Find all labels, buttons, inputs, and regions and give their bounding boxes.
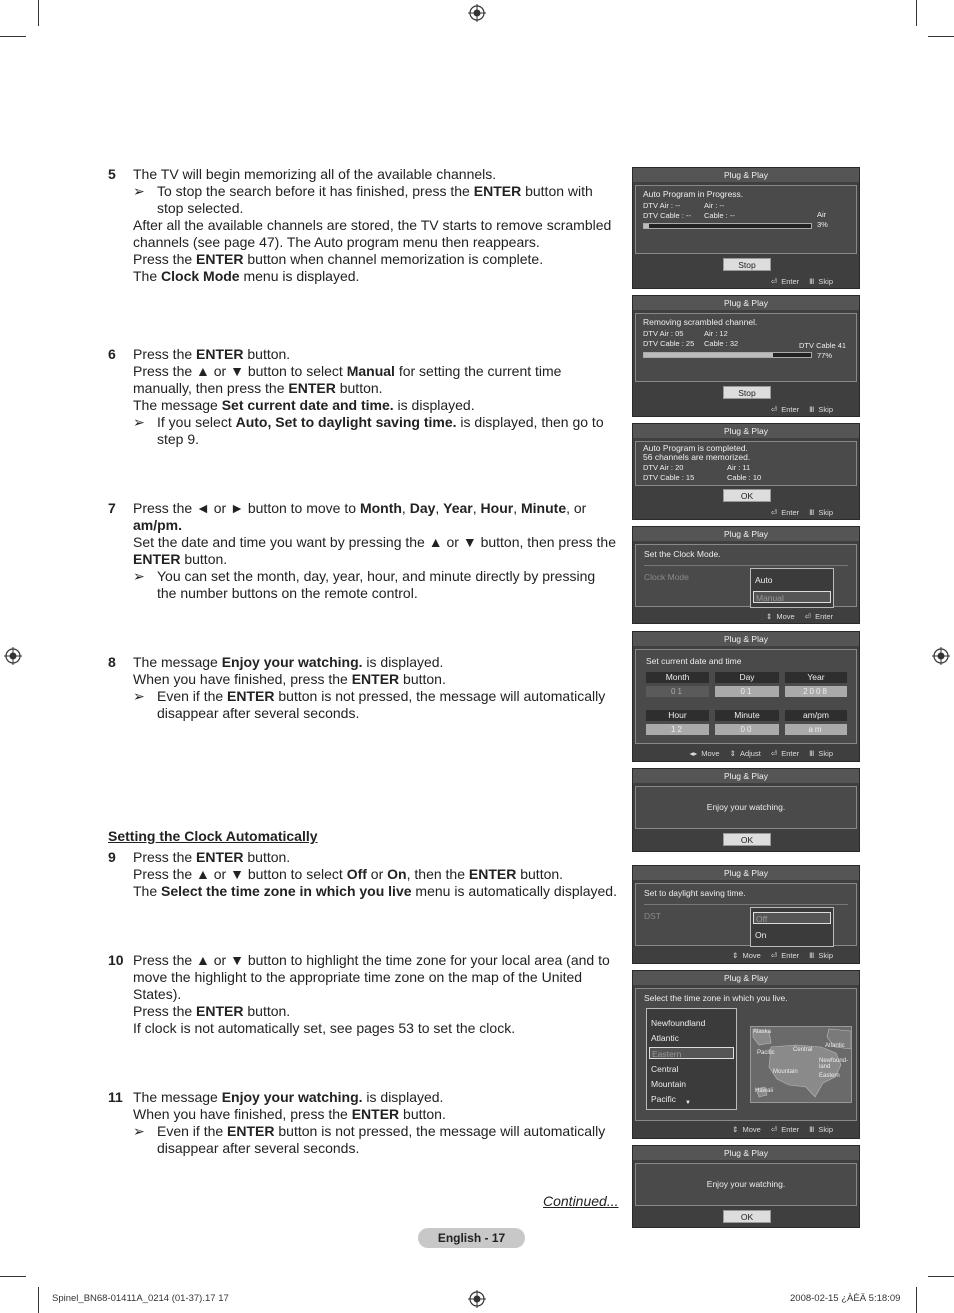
note-arrow-icon: ➢ <box>133 1123 145 1139</box>
stop-button[interactable]: Stop <box>723 258 771 271</box>
step-text: The message Enjoy your watching. is displayed. <box>133 1089 444 1105</box>
scroll-down-icon[interactable]: ▼ <box>685 1100 691 1106</box>
divider <box>644 565 848 566</box>
osd-row: Air : 12 <box>704 329 728 338</box>
continued-label: Continued... <box>543 1193 619 1209</box>
option-on[interactable]: On <box>755 930 767 940</box>
clock-mode-dropdown[interactable] <box>750 568 834 608</box>
osd-auto-program-completed <box>632 423 860 520</box>
ok-button[interactable]: OK <box>723 833 771 846</box>
registration-mark-icon <box>468 1290 486 1308</box>
osd-message: 56 channels are memorized. <box>643 452 751 462</box>
osd-message: Select the time zone in which you live. <box>644 993 788 1003</box>
progress-fill <box>644 224 649 228</box>
step-text: Press the ▲ or ▼ button to select Off or On, then the ENTER button. <box>133 866 564 882</box>
crop-mark <box>928 36 954 37</box>
option-auto[interactable]: Auto <box>755 575 773 585</box>
step-10 <box>108 952 618 1037</box>
step-text: After all the available channels are stored, the TV starts to remove scrambled channels (see page 47). The Auto program menu then reappears. <box>133 217 612 250</box>
step-text: If clock is not automatically set, see pages 53 to set the clock. <box>133 1020 516 1036</box>
osd-footer: ⏎ Enter Ⅲ Skip <box>770 277 833 286</box>
osd-auto-program-progress <box>632 167 860 289</box>
note-arrow-icon: ➢ <box>133 414 145 430</box>
step-text: Press the ENTER button. <box>133 346 291 362</box>
skip-icon: Ⅲ <box>809 1125 815 1134</box>
osd-message: Auto Program is completed. <box>643 443 748 453</box>
enter-icon: ⏎ <box>804 612 811 621</box>
step-number: 5 <box>108 166 116 182</box>
osd-message: Set to daylight saving time. <box>644 888 746 898</box>
registration-mark-icon <box>468 4 486 22</box>
month-field[interactable]: 01 <box>646 686 709 697</box>
osd-panel <box>635 649 857 744</box>
footer-timestamp: 2008-02-15 ¿ÀÈÄ 5:18:09 <box>790 1293 901 1304</box>
adjust-icon: ⇕ <box>729 749 736 758</box>
year-header: Year <box>785 672 847 683</box>
map-label: Mountain <box>773 1069 798 1075</box>
step-number: 6 <box>108 346 116 362</box>
osd-row: DTV Cable : 15 <box>643 473 695 482</box>
time-zone-map[interactable] <box>750 1026 852 1103</box>
ok-button[interactable]: OK <box>723 1210 771 1223</box>
zone-option[interactable]: Mountain <box>651 1079 686 1089</box>
osd-daylight-saving <box>632 865 860 964</box>
step-number: 9 <box>108 849 116 865</box>
osd-footer: ⇕ Move ⏎ Enter Ⅲ Skip <box>732 951 833 960</box>
stop-button[interactable]: Stop <box>723 386 771 399</box>
map-label: Eastern <box>819 1073 840 1079</box>
section-heading: Setting the Clock Automatically <box>108 828 318 844</box>
year-field[interactable]: 2008 <box>785 686 847 697</box>
move-icon: ⇕ <box>732 951 739 960</box>
step-text: Press the ENTER button. <box>133 1003 291 1019</box>
osd-panel <box>635 883 857 946</box>
crop-mark <box>0 36 26 37</box>
osd-panel <box>635 441 857 486</box>
map-label: Alaska <box>753 1029 772 1035</box>
osd-panel <box>635 1163 857 1206</box>
hour-field[interactable]: 12 <box>646 724 709 735</box>
zone-option[interactable]: Eastern <box>649 1047 734 1059</box>
progress-bar <box>643 223 812 229</box>
time-zone-list[interactable] <box>646 1008 737 1110</box>
progress-bar <box>643 352 812 358</box>
osd-title: Plug & Play <box>633 527 859 541</box>
page-number-badge: English - 17 <box>418 1228 525 1248</box>
month-header: Month <box>646 672 709 683</box>
minute-field[interactable]: 00 <box>715 724 779 735</box>
enter-icon: ⏎ <box>770 508 778 517</box>
skip-icon: Ⅲ <box>809 951 815 960</box>
dst-dropdown[interactable] <box>750 907 834 947</box>
day-header: Day <box>715 672 779 683</box>
osd-message: Removing scrambled channel. <box>643 317 758 327</box>
osd-title: Plug & Play <box>633 296 859 310</box>
step-note: ➢ If you select Auto, Set to daylight saving time. is displayed, then go to step 9. <box>133 414 604 447</box>
minute-header: Minute <box>715 710 779 721</box>
dst-label: DST <box>644 911 661 921</box>
osd-panel <box>635 786 857 829</box>
osd-enjoy-watching-2 <box>632 1145 860 1228</box>
skip-icon: Ⅲ <box>809 405 815 414</box>
enter-icon: ⏎ <box>770 277 778 286</box>
registration-mark-icon <box>4 647 22 665</box>
divider <box>644 904 848 905</box>
map-label: Atlantic <box>825 1043 845 1049</box>
step-number: 8 <box>108 654 116 670</box>
osd-message: Enjoy your watching. <box>706 1179 786 1189</box>
osd-title: Plug & Play <box>633 632 859 646</box>
osd-row: DTV Air : -- <box>643 201 681 210</box>
osd-message: Enjoy your watching. <box>706 802 786 812</box>
enter-icon: ⏎ <box>770 405 778 414</box>
osd-footer: ⇕ Move ⏎ Enter Ⅲ Skip <box>732 1125 833 1134</box>
step-text: Press the ENTER button. <box>133 849 291 865</box>
zone-option[interactable]: Atlantic <box>651 1033 679 1043</box>
step-text: Press the ◄ or ► button to move to Month, Day, Year, Hour, Minute, or am/pm. <box>133 500 587 533</box>
option-manual[interactable]: Manual <box>753 591 831 603</box>
osd-side: 3% <box>817 220 828 229</box>
step-note: ➢ You can set the month, day, year, hour, and minute directly by pressing the number buttons on the remote control. <box>133 568 596 601</box>
step-7 <box>108 500 618 602</box>
step-note: ➢ Even if the ENTER button is not pressed, the message will automatically disappear after several seconds. <box>133 688 606 721</box>
map-label: Central <box>793 1047 813 1053</box>
step-text: Press the ▲ or ▼ button to select Manual for setting the current time manually, then press the ENTER button. <box>133 363 562 396</box>
move-icon: ◂▸ <box>689 749 698 758</box>
step-text: Set the date and time you want by pressing the ▲ or ▼ button, then press the ENTER button. <box>133 534 616 567</box>
osd-row: DTV Cable : -- <box>643 211 691 220</box>
osd-side: Air <box>817 210 827 219</box>
day-field[interactable]: 01 <box>715 686 779 697</box>
osd-title: Plug & Play <box>633 769 859 783</box>
map-label: Hawaii <box>755 1088 774 1094</box>
crop-mark <box>916 0 917 26</box>
ampm-field[interactable]: am <box>785 724 847 735</box>
osd-row: Cable : -- <box>704 211 735 220</box>
zone-option[interactable]: Central <box>651 1064 679 1074</box>
osd-row: DTV Air : 20 <box>643 463 684 472</box>
footer-filename: Spinel_BN68-01411A_0214 (01-37).17 17 <box>52 1293 229 1304</box>
osd-title: Plug & Play <box>633 424 859 438</box>
osd-title: Plug & Play <box>633 168 859 182</box>
enter-icon: ⏎ <box>770 749 778 758</box>
step-text: When you have finished, press the ENTER button. <box>133 1106 446 1122</box>
osd-side: DTV Cable 41 <box>799 341 847 350</box>
osd-footer: ⏎ Enter Ⅲ Skip <box>770 508 833 517</box>
osd-message: Auto Program in Progress. <box>643 189 744 199</box>
crop-mark <box>928 1276 954 1277</box>
step-text: The Clock Mode menu is displayed. <box>133 268 360 284</box>
step-note: ➢ Even if the ENTER button is not pressed, the message will automatically disappear after several seconds. <box>133 1123 606 1156</box>
enter-icon: ⏎ <box>770 951 778 960</box>
step-text: Press the ENTER button when channel memorization is complete. <box>133 251 544 267</box>
osd-removing-scrambled <box>632 295 860 417</box>
map-label: Newfound-land <box>819 1058 849 1070</box>
osd-time-zone <box>632 970 860 1139</box>
progress-fill <box>644 353 773 357</box>
osd-panel <box>635 185 857 254</box>
skip-icon: Ⅲ <box>809 277 815 286</box>
osd-title: Plug & Play <box>633 866 859 880</box>
zone-option[interactable]: Newfoundland <box>651 1018 706 1028</box>
osd-row: Cable : 10 <box>727 473 762 482</box>
hour-header: Hour <box>646 710 709 721</box>
osd-panel <box>635 988 857 1121</box>
clock-mode-label: Clock Mode <box>644 572 689 582</box>
step-text: The message Enjoy your watching. is displayed. <box>133 654 444 670</box>
enter-icon: ⏎ <box>770 1125 778 1134</box>
osd-clock-mode <box>632 526 860 624</box>
step-text: The TV will begin memorizing all of the available channels. <box>133 166 497 182</box>
osd-side: 77% <box>817 351 833 360</box>
osd-title: Plug & Play <box>633 1146 859 1160</box>
osd-footer: ⇕ Move ⏎ Enter <box>765 612 833 621</box>
osd-row: Cable : 32 <box>704 339 739 348</box>
osd-row: Air : 11 <box>727 463 751 472</box>
note-arrow-icon: ➢ <box>133 183 145 199</box>
osd-footer: ⏎ Enter Ⅲ Skip <box>770 405 833 414</box>
osd-message: Set the Clock Mode. <box>644 549 721 559</box>
note-arrow-icon: ➢ <box>133 688 145 704</box>
map-label: Pacific <box>757 1050 775 1056</box>
step-text: The Select the time zone in which you live menu is automatically displayed. <box>133 883 617 899</box>
step-number: 7 <box>108 500 116 516</box>
osd-message: Set current date and time <box>646 656 742 666</box>
step-text: When you have finished, press the ENTER button. <box>133 671 446 687</box>
step-number: 11 <box>108 1089 123 1105</box>
osd-enjoy-watching <box>632 768 860 852</box>
crop-mark <box>916 1287 917 1313</box>
step-6 <box>108 346 618 448</box>
osd-footer: ◂▸ Move ⇕ Adjust ⏎ Enter Ⅲ Skip <box>689 749 833 758</box>
move-icon: ⇕ <box>765 612 773 621</box>
step-8 <box>108 654 618 722</box>
step-number: 10 <box>108 952 124 968</box>
zone-option[interactable]: Pacific <box>651 1094 677 1104</box>
osd-set-date-time <box>632 631 860 762</box>
osd-row: DTV Cable : 25 <box>643 339 695 348</box>
option-off[interactable]: Off <box>753 912 831 924</box>
osd-panel <box>635 313 857 382</box>
osd-panel <box>635 544 857 607</box>
step-11 <box>108 1089 618 1157</box>
step-9 <box>108 849 618 900</box>
crop-mark <box>0 1276 26 1277</box>
skip-icon: Ⅲ <box>809 508 815 517</box>
step-text: Press the ▲ or ▼ button to highlight the time zone for your local area (and to move the highlight to the appropriate time zone on the map of the United States). <box>133 952 610 1002</box>
note-arrow-icon: ➢ <box>133 568 145 584</box>
step-note: ➢ To stop the search before it has finished, press the ENTER button with stop selected. <box>133 183 593 216</box>
osd-row: DTV Air : 05 <box>643 329 684 338</box>
osd-row: Air : -- <box>704 201 725 210</box>
step-text: The message Set current date and time. is displayed. <box>133 397 475 413</box>
ok-button[interactable]: OK <box>723 489 771 502</box>
registration-mark-icon <box>932 647 950 665</box>
crop-mark <box>38 1287 39 1313</box>
ampm-header: am/pm <box>785 710 847 721</box>
step-5 <box>108 166 618 285</box>
crop-mark <box>38 0 39 26</box>
osd-title: Plug & Play <box>633 971 859 985</box>
skip-icon: Ⅲ <box>809 749 815 758</box>
move-icon: ⇕ <box>732 1125 739 1134</box>
